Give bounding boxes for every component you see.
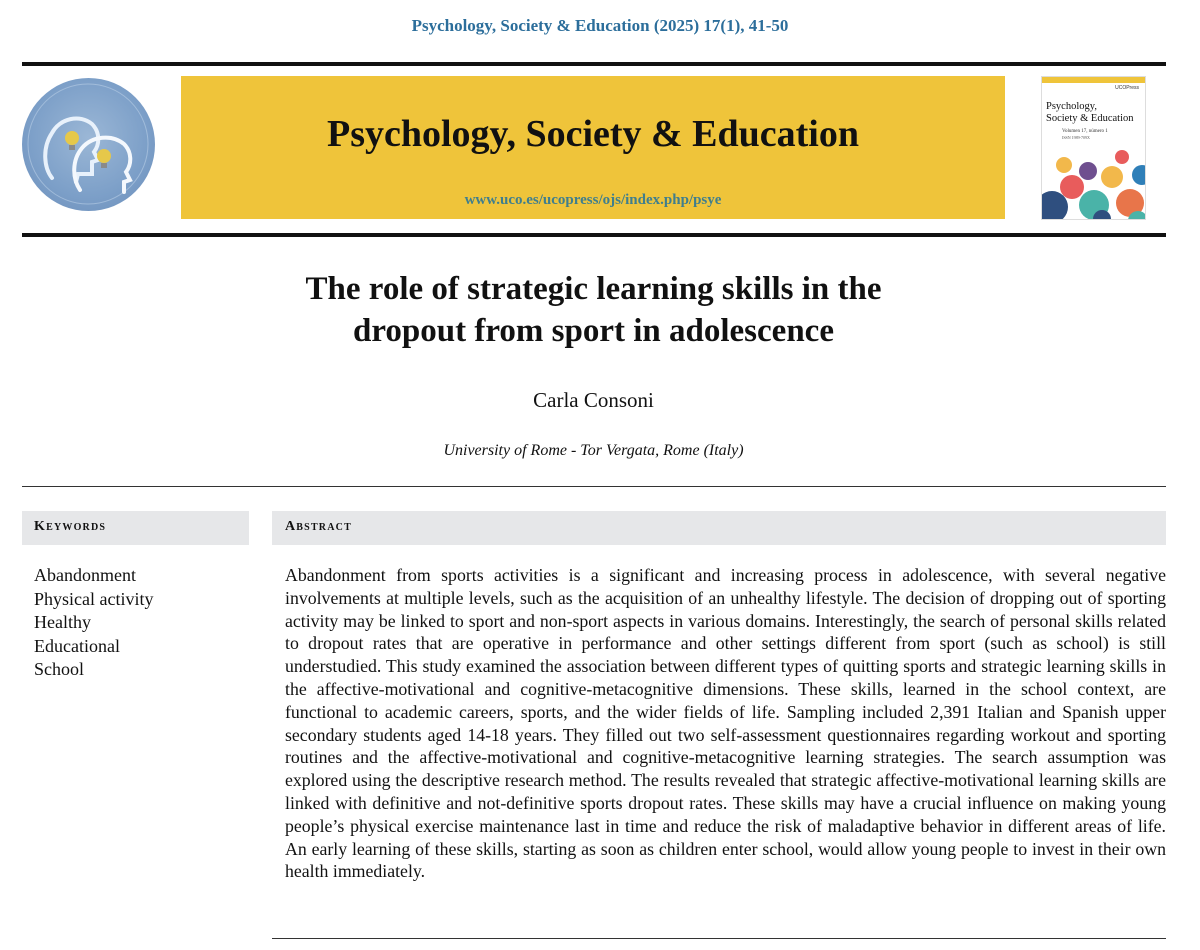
abstract-text: Abandonment from sports activities is a significant and increasing process in adolescence, with several negative involvements at multiple levels, such as the acquisition of an unhealthy lifestyle. The decision of dropping out of sporting activity may be linked to sport and non-sport aspects in various domains. Interestingly, the search of personal skills related to dropout rates that are operative in performance and other settings different from sport (such as school) is still understudied. This study examined the association between different types of quitting sports and strategic learning skills in the affective-motivational and cognitive-metacognitive dimensions. These skills, learned in the school context, are functional to academic careers, sports, and the wider fields of life. Sampling included 2,391 Italian and Spanish upper secondary students aged 14-18 years. They filled out two self-assessment questionnaires regarding workout and sporting routines and the affective-motivational and cognitive-metacognitive learning strategies. The search assumption was explored using the descriptive research method. The results revealed that strategic affective-motivational learning skills are linked with definitive and not-definitive sports dropout rates. These skills may have a crucial influence on making young people’s physical exercise maintenance last in time and reduce the risk of maladaptive behavior in different areas of life. An early learning of these skills, starting as soon as children enter school, would allow young people to invest in their own health immediately.: [285, 565, 1166, 882]
keyword-item: Physical activity: [34, 588, 154, 609]
cover-top-band: [1042, 77, 1146, 83]
cover-volume: Volumen 17, número 1: [1062, 129, 1108, 134]
keyword-item: School: [34, 659, 85, 679]
abstract-bottom-rule: [272, 938, 1166, 939]
journal-banner: [181, 76, 1005, 219]
section-divider: [22, 486, 1166, 487]
abstract-heading: Abstract: [272, 511, 1166, 545]
article-title: [0, 268, 1187, 352]
article-title-line2: dropout from sport in adolescence: [353, 313, 834, 349]
keyword-item: Abandonment: [34, 565, 136, 585]
cover-artwork: [1042, 147, 1146, 220]
article-title-line1: The role of strategic learning skills in the: [305, 271, 882, 307]
author-affiliation: University of Rome - Tor Vergata, Rome (Italy): [443, 442, 744, 459]
journal-logo: [22, 78, 155, 211]
journal-citation: Psychology, Society & Education (2025) 17(1), 41-50: [411, 16, 789, 35]
article-author: Carla Consoni: [533, 388, 654, 412]
journal-cover-thumbnail: [1041, 76, 1146, 220]
journal-title: Psychology, Society & Education: [326, 113, 860, 155]
cover-title-line2: Society & Education: [1046, 113, 1134, 124]
keyword-item: Healthy: [34, 612, 91, 632]
cover-publisher: UCOPress: [1115, 85, 1139, 91]
cover-title: [1046, 101, 1146, 125]
cover-title-line1: Psychology,: [1046, 101, 1097, 112]
journal-url-link[interactable]: www.uco.es/ucopress/ojs/index.php/psye: [464, 192, 722, 208]
header-rule-bottom: [22, 233, 1166, 237]
cover-issn: ISSN 1989-709X: [1062, 135, 1090, 140]
header-rule-top: [22, 62, 1166, 66]
keywords-list: [34, 564, 153, 682]
keywords-heading: Keywords: [22, 511, 249, 545]
keyword-item: Educational: [34, 635, 120, 656]
